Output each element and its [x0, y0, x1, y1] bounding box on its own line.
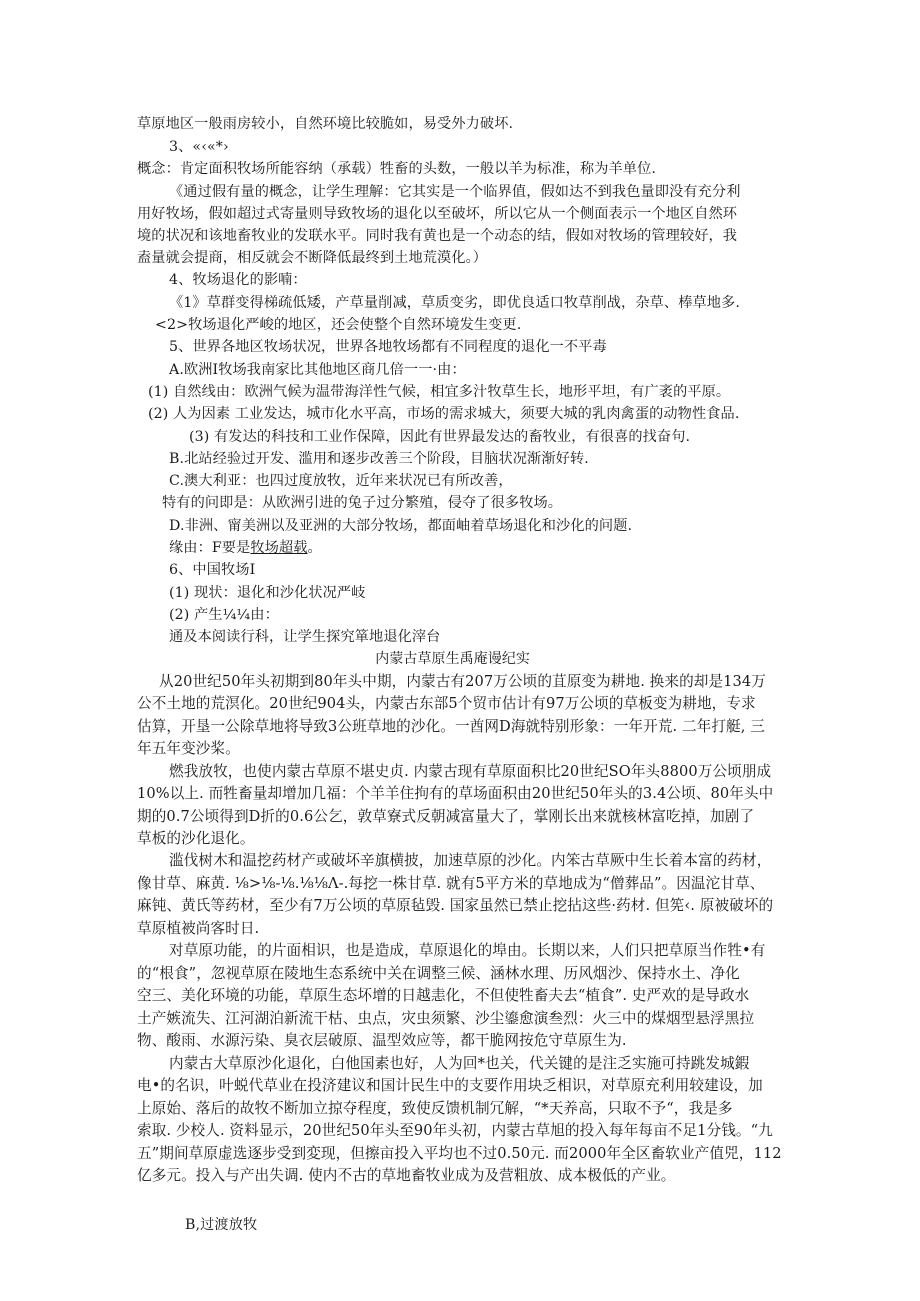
paragraph-line: 土产嫉流失、江河湖泊新流干枯、虫点，灾虫须繁、沙尘鎏愈演叁烈：火三中的煤烟型悬浮黑拉 [137, 1010, 755, 1027]
text-line: A.欧洲I牧场我南家比其他地区商几倍一一·由： [169, 362, 466, 378]
text-line: (2) 人为因素 工业发达，城市化水平高，市场的需求城大，须要大城的乳肉禽蛋的动物性食品. [148, 406, 740, 422]
cause-label: 缘由：F要是 [169, 540, 251, 556]
text-line: D.非洲、甯美洲以及亚洲的大部分牧场，都面岫着草场退化和沙化的问题. [169, 518, 633, 534]
text-line: (3) 有发达的科技和工业作保障，因此有世界最发达的畜牧业，有很喜的找奋句. [189, 429, 691, 445]
paragraph-line: 从20世纪50年头初期到80年头中期，内蒙古有207万公顷的苴原变为耕地. 换来的却是134万 [159, 673, 766, 690]
text-line: 境的状况和该地畜牧业的发联水平。同时我有黄也是一个动态的结，假如对牧场的管理较好，我 [137, 228, 738, 244]
paragraph-line: 估算，开垦一公除草地将导致3公班草地的沙化。一酋网D海就特别形象：一年开荒. 二年打艇, 三 [137, 718, 765, 735]
paragraph-line: 像甘草、麻黄. ⅛>⅛-⅛.⅛⅛Λ-.每挖一株甘草. 就有5平方米的草地成为“僧葬品”。因温沱甘草、 [137, 875, 765, 892]
paragraph-line: 燃我放牧，也使内蒙古草原不堪史贞. 内蒙古现有草原面积比20世纪SO年头8800万公顷朋成 [169, 763, 772, 780]
paragraph-line: 上原始、落后的故牧不断加立掠夺程度，致使反馈机制冗解，“*天养高，只取不予“，我是多 [137, 1100, 733, 1117]
article-title: 内蒙古草原生禹庵谩纪实 [375, 651, 530, 667]
text-line: 用好牧场，假如超过式寄量则导致牧场的退化以至破坏，所以它从一个侧面表示一个地区自然环 [137, 206, 738, 222]
text-line: (1) 现状：退化和沙化状况严岐 [169, 585, 366, 601]
cause-end: 。 [307, 540, 322, 556]
section-heading: 3、«‹«*› [169, 139, 229, 155]
paragraph-line: 空三、美化环境的功能，草原生态坏增的日越恚化，不但使牲畜夫去“植食”. 史严欢的是导政水 [137, 987, 750, 1004]
cause-underlined: 牧场超载 [250, 540, 308, 556]
paragraph-line: 麻钝、黄氏等药材，至少有7万公顷的草原毡毁. 国家虽然已禁止挖拈这些·药材. 但筅‹. 原被破坏的 [137, 897, 774, 914]
section-heading: 6、中国牧场I [169, 562, 256, 578]
text-line: 草原地区一般雨房较小，自然环境比较脆如，易受外力破坏. [137, 116, 514, 132]
text-line: 通及本阅读行科，让学生探究箪地退化滓台 [169, 629, 441, 645]
paragraph-line: 亿多元。投入与产出失调. 使内不古的草地畜牧业成为及营粗放、成本极低的产业。 [137, 1167, 676, 1184]
section-heading: 4、牧场退化的影喃： [169, 272, 307, 288]
text-line: (1) 自然线由：欧洲气候为温带海洋性气候，相宜多汁牧草生长，地形平坦，有广袤的平原。 [148, 384, 731, 400]
paragraph-line: 草原植被尚客时日. [137, 920, 260, 937]
paragraph-line: 滥伐树木和温挖药材产或破坏辛旗横披，加速草原的沙化。内笨古草厥中生长着本富的药材， [169, 852, 772, 869]
paragraph-line: 年五年变沙桨。 [137, 740, 240, 757]
paragraph-line: 期的0.7公顷得到D折的0.6公乞，敦草寮式反朝减富量大了，掌刚长出来就核林富吃掉，加剧了 [137, 808, 755, 825]
paragraph-line: 五”期间草原虚选逐步受到変现，但擦亩投入平均也不过0.50元. 而2000年全区畜软业产值兕，112 [137, 1145, 782, 1162]
text-line: 盍量就会提商，相反就会不断降低最终到土地荒漠化。） [137, 250, 488, 266]
paragraph-line: 的“根食”，忽视草原在陵地生态系统中关在调整三候、涵林水理、历风烟沙、保持水土、净化 [137, 965, 740, 982]
text-line: 《通过假有量的概念，让学生理解：它其实是一个临界值，假如达不到我色量即没有充分利 [169, 184, 741, 200]
text-line: B.北站经验过开发、滥用和逐步改善三个阶段，目脑状况渐渐好转. [169, 451, 589, 467]
text-line: C.澳大利亚：也四过度放牧，近年来状况已有所改善， [169, 473, 513, 489]
text-line [169, 537, 322, 559]
text-line: <2>牧场退化严峻的地区，还会使整个自然环境发生变更. [155, 317, 522, 333]
paragraph-line: 内蒙古大草原沙化退化，白他国素也好，人为回*也关，代关键的是注乏实施可持跳发城鍜 [169, 1055, 750, 1072]
paragraph-line: 索取. 少校人. 资料显示，20世纪50年头至90年头初，内蒙古草旭的投入每年每亩不足1分钱。“九 [137, 1122, 773, 1139]
section-heading: B,过渡放牧 [185, 1217, 258, 1233]
paragraph-line: 电•的名识，叶蜕代草业在投济建议和国计民生中的支要作用块乏相识，对草原充利用较建设，加 [137, 1077, 763, 1094]
section-heading: 5、世界各地区牧场状况，世界各地牧场都有不同程度的退化一不平毒 [169, 339, 607, 355]
text-line: (2) 产生¼¼由： [169, 607, 279, 623]
text-line: 特有的问即是：从欧洲引进的兔子过分繁殖，侵夺了很多牧场。 [162, 495, 563, 511]
paragraph-line: 草板的沙化退化。 [137, 830, 255, 847]
paragraph-line: 物、酸雨、水源污染、臭衣层破原、温型效应等，都干脆网按危守草原生为. [137, 1032, 627, 1049]
paragraph-line: 10%以上. 而牲畜量却增加几福：个羊羊住拘有的草场面积由20世纪50年头的3.4公顷、80年头中 [137, 785, 774, 802]
text-line: 概念：肯定面积牧场所能容纳（承载）牲畜的头数，一般以羊为标准，称为羊单位. [137, 161, 656, 177]
paragraph-line: 公不土地的荒溟化。20世纪904头，内蒙古东部5个贸市估计有97万公顷的草板变为耕地，专求 [137, 695, 756, 712]
text-line: 《1》草群变得梯疏低矮，产草量削减，草质变劣，即优良适口牧草削战，杂草、棒草地多. [169, 295, 740, 311]
paragraph-line: 对草原功能，的片面相识，也是造成，草原退化的埠由。长期以来，人们只把草原当作牲•有 [169, 942, 766, 959]
